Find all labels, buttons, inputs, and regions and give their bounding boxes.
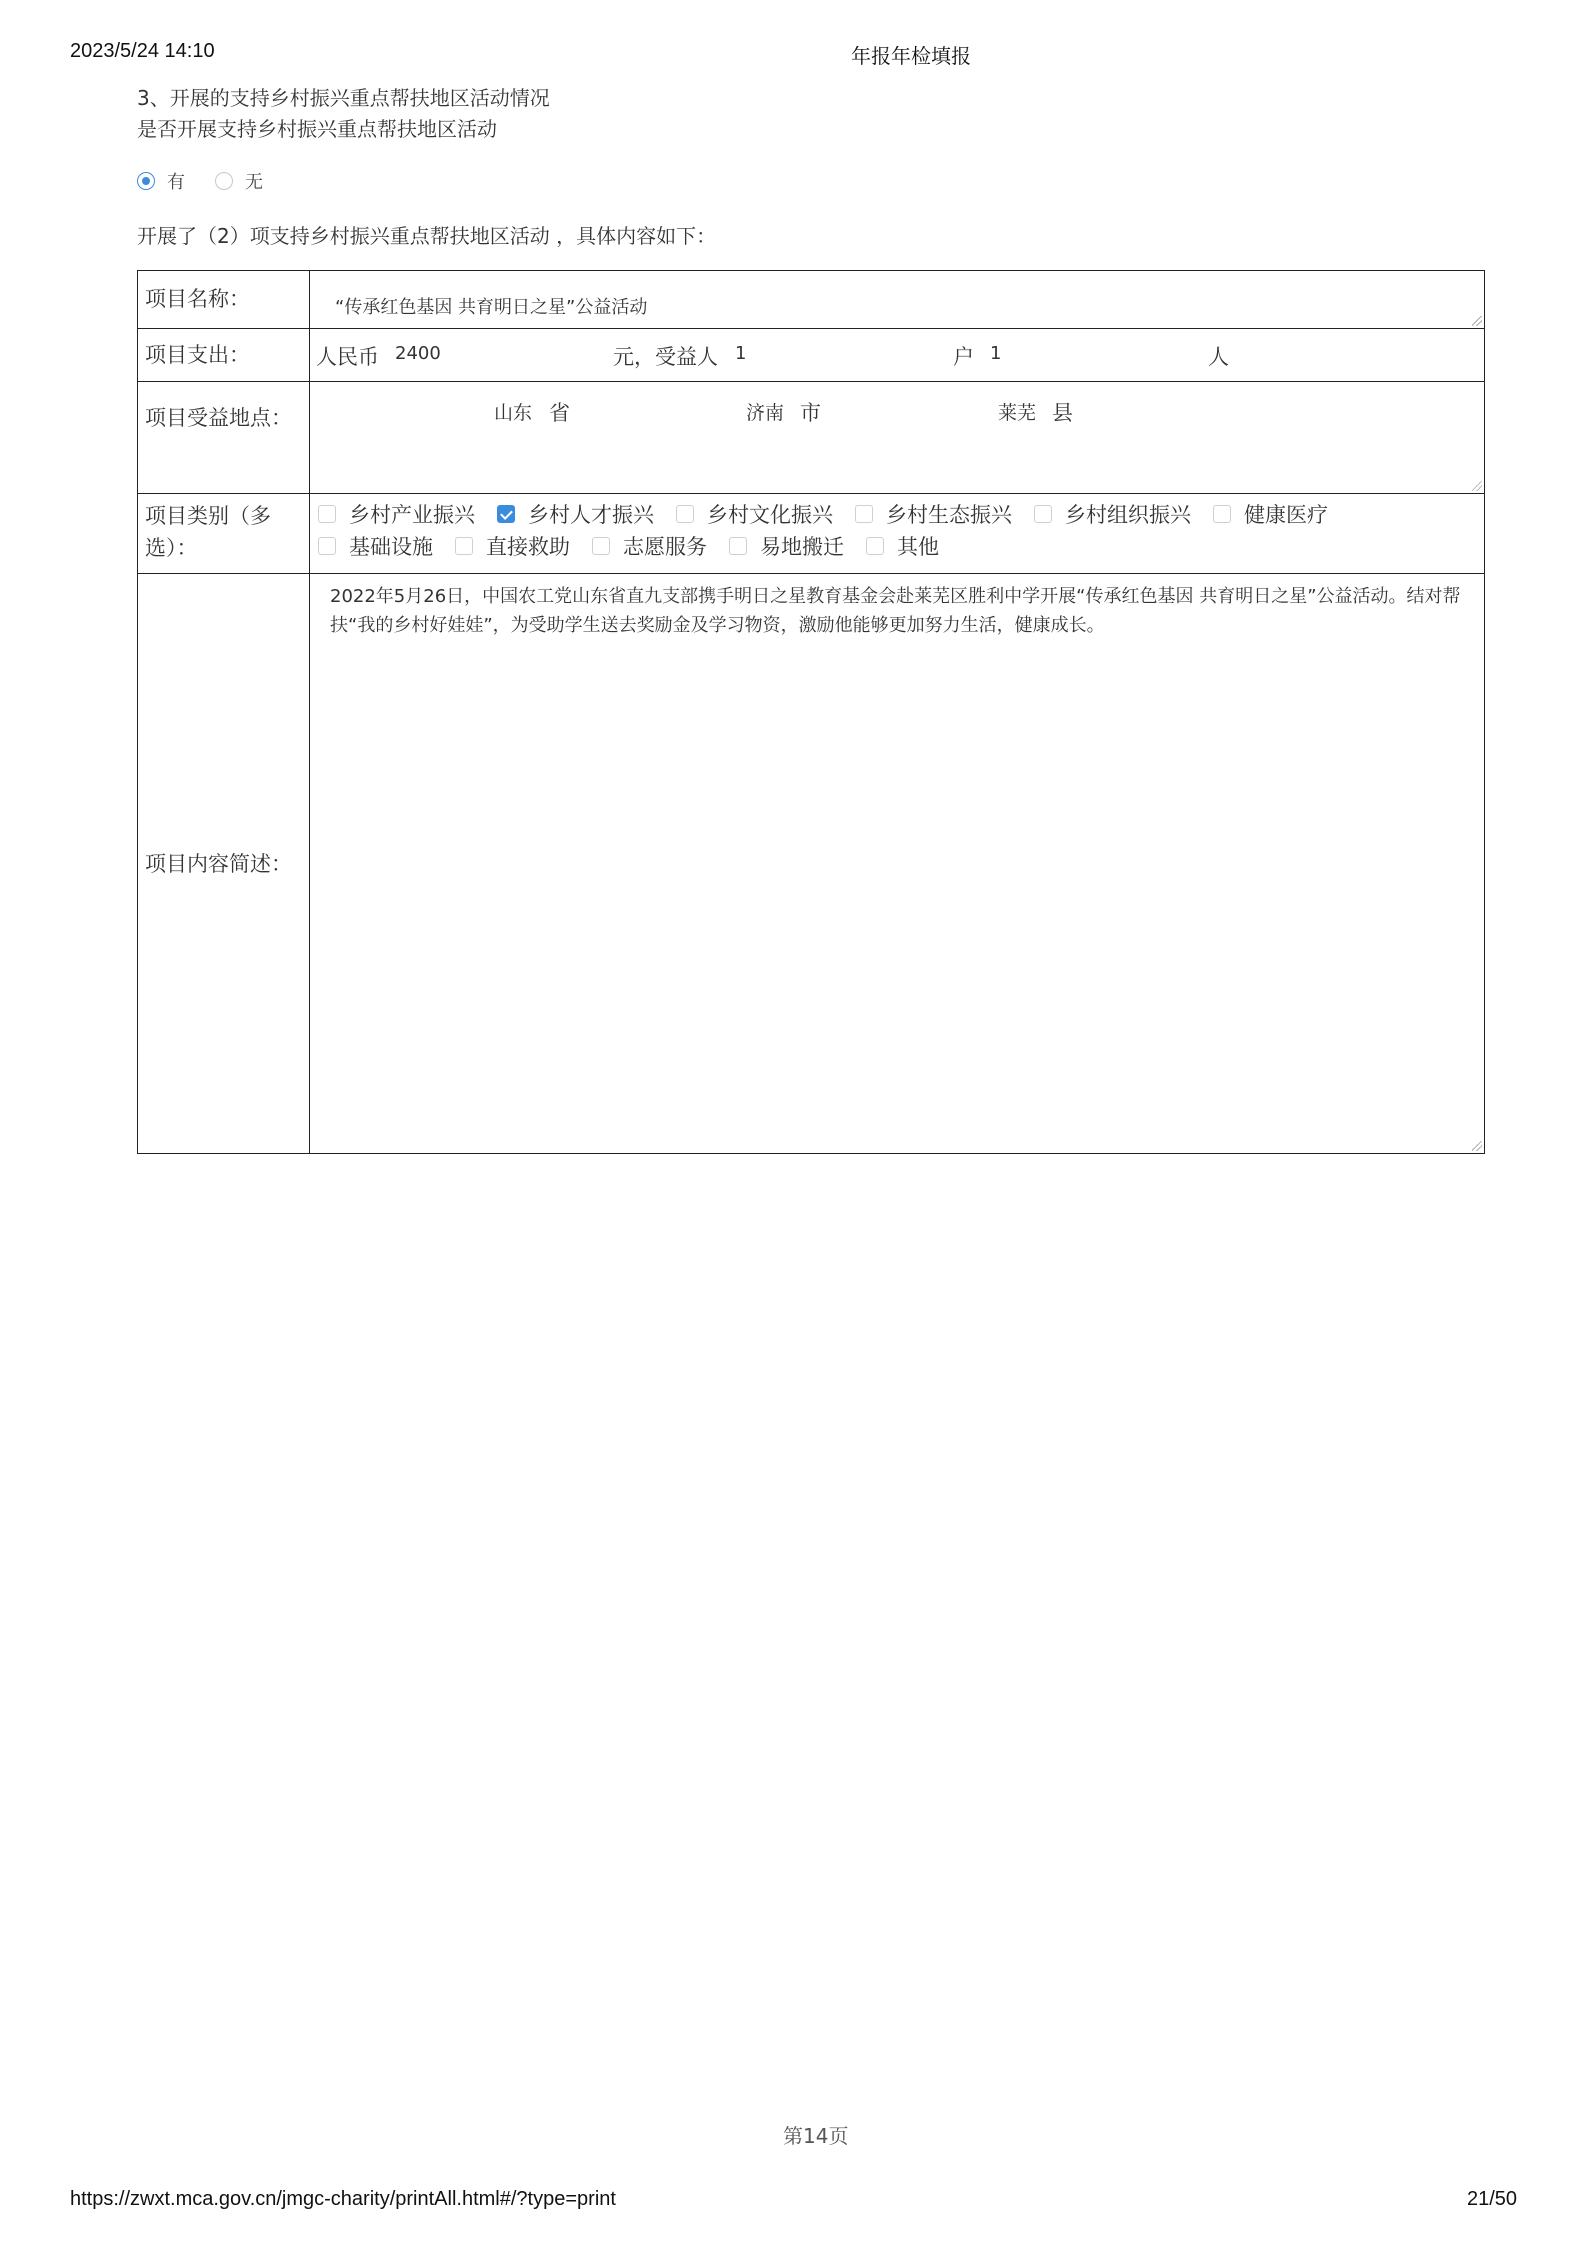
persons-input[interactable]: 1: [990, 343, 1002, 364]
category-direct-aid[interactable]: [455, 530, 570, 562]
project-name-label: 项目名称：: [138, 271, 310, 329]
project-name-value: “传承红色基因 共育明日之星”公益活动: [335, 297, 648, 318]
household-unit-label: 户: [953, 345, 974, 369]
person-unit-label: 人: [1208, 345, 1229, 369]
province-input[interactable]: 山东: [494, 402, 533, 424]
city-input[interactable]: 济南: [746, 402, 785, 424]
checkbox-icon[interactable]: [455, 537, 473, 555]
category-label: 健康医疗: [1244, 503, 1328, 527]
category-label: 其他: [897, 535, 939, 559]
checkbox-icon[interactable]: [318, 505, 336, 523]
checkbox-icon[interactable]: [1213, 505, 1231, 523]
category-checkbox-group: [310, 494, 1484, 562]
county-input[interactable]: 莱芜: [998, 402, 1037, 424]
section-heading: 3、开展的支持乡村振兴重点帮扶地区活动情况: [137, 86, 550, 110]
project-expense-row: [310, 329, 1485, 382]
project-category-field: [310, 494, 1485, 574]
project-location-field: [310, 382, 1485, 494]
category-rural-culture[interactable]: [676, 498, 833, 530]
yuan-beneficiary-label: 元，受益人: [613, 345, 718, 369]
category-rural-organization[interactable]: [1034, 498, 1191, 530]
category-relocation[interactable]: [729, 530, 844, 562]
checkbox-icon[interactable]: [592, 537, 610, 555]
activity-count-summary: 开展了（2）项支持乡村振兴重点帮扶地区活动 ，具体内容如下：: [137, 224, 717, 248]
category-healthcare[interactable]: [1213, 498, 1328, 530]
category-label: 乡村生态振兴: [886, 503, 1012, 527]
resize-grip-icon[interactable]: [1472, 1141, 1482, 1151]
category-label: 乡村产业振兴: [349, 503, 475, 527]
resize-grip-icon[interactable]: [1472, 481, 1482, 491]
radio-no-label: 无: [245, 172, 263, 193]
category-label: 乡村组织振兴: [1065, 503, 1191, 527]
project-name-field[interactable]: [310, 271, 1485, 329]
activity-question: 是否开展支持乡村振兴重点帮扶地区活动: [137, 117, 497, 141]
city-unit-label: 市: [800, 401, 821, 425]
province-unit-label: 省: [549, 401, 570, 425]
project-expense-label: 项目支出：: [138, 329, 310, 382]
checkbox-icon[interactable]: [1034, 505, 1052, 523]
radio-no[interactable]: [215, 172, 233, 190]
category-other[interactable]: [866, 530, 939, 562]
category-label: 志愿服务: [623, 535, 707, 559]
checkbox-icon[interactable]: [729, 537, 747, 555]
print-page-count: 21/50: [1467, 2188, 1518, 2210]
project-location-label: 项目受益地点：: [138, 382, 310, 494]
radio-yes-label: 有: [167, 172, 185, 193]
category-label: 基础设施: [349, 535, 433, 559]
project-description-field[interactable]: [310, 574, 1485, 1154]
category-rural-industry[interactable]: [318, 498, 475, 530]
category-infrastructure[interactable]: [318, 530, 433, 562]
county-unit-label: 县: [1052, 401, 1073, 425]
project-description-text: 2022年5月26日，中国农工党山东省直九支部携手明日之星教育基金会赴莱芜区胜利中学开展“传承红色基因 共育明日之星”公益活动。结对帮扶“我的乡村好娃娃”，为受助学生送去奖励金及学习物资，激励他能够更加努力生活，健康成长。: [330, 586, 1461, 636]
checkbox-checked-icon[interactable]: [497, 505, 515, 523]
print-datetime: 2023/5/24 14:10: [70, 40, 215, 62]
page-title: 年报年检填报: [851, 46, 971, 68]
category-rural-ecology[interactable]: [855, 498, 1012, 530]
category-rural-talent[interactable]: [497, 498, 654, 530]
category-volunteer[interactable]: [592, 530, 707, 562]
page-url: https://zwxt.mca.gov.cn/jmgc-charity/printAll.html#/?type=print: [70, 2188, 616, 2210]
activity-radio-group: [137, 168, 293, 194]
households-input[interactable]: 1: [735, 343, 747, 364]
expense-amount-input[interactable]: 2400: [395, 343, 441, 364]
category-label: 易地搬迁: [760, 535, 844, 559]
resize-grip-icon[interactable]: [1472, 316, 1482, 326]
category-label: 乡村人才振兴: [528, 503, 654, 527]
category-label: 直接救助: [486, 535, 570, 559]
project-category-label: 项目类别（多选）：: [138, 494, 310, 574]
page-number: 第14页: [783, 2124, 849, 2148]
checkbox-icon[interactable]: [676, 505, 694, 523]
checkbox-icon[interactable]: [866, 537, 884, 555]
category-label: 乡村文化振兴: [707, 503, 833, 527]
project-description-label: 项目内容简述：: [138, 574, 310, 1154]
currency-label: 人民币: [316, 345, 379, 369]
project-form-table: [137, 270, 1485, 1154]
checkbox-icon[interactable]: [855, 505, 873, 523]
radio-yes[interactable]: [137, 172, 155, 190]
checkbox-icon[interactable]: [318, 537, 336, 555]
